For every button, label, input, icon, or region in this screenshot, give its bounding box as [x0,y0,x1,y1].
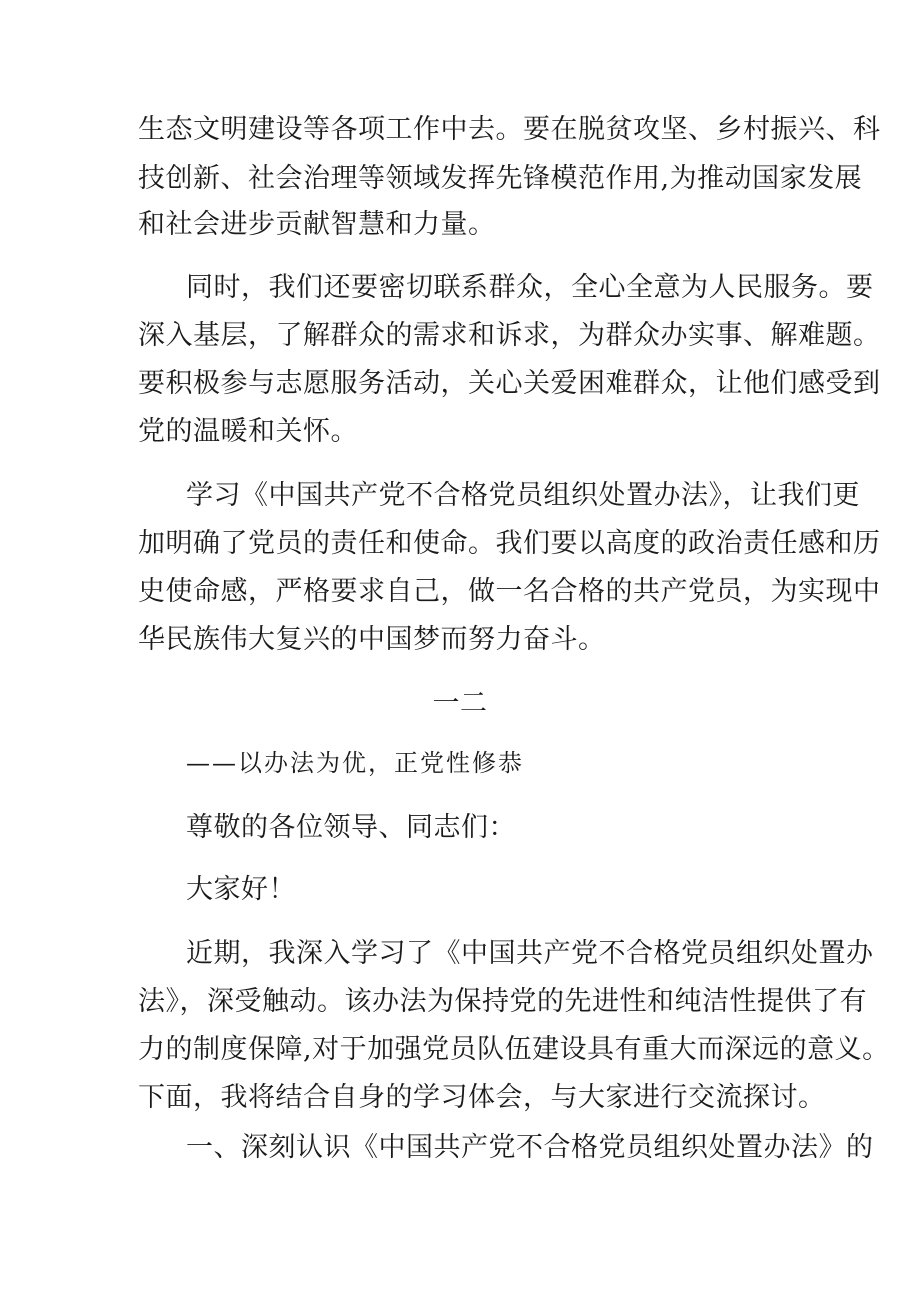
paragraph-2-line-4: 党的温暖和关怀。 [138,416,358,447]
greeting: 大家好！ [186,874,296,905]
paragraph-3-line-3: 史使命感，严格要求自己，做一名合格的共产党员，为实现中 [138,576,881,607]
paragraph-2-line-2: 深入基层，了解群众的需求和诉求，为群众办实事、解难题。 [138,320,881,351]
paragraph-4-line-4: 下面，我将结合自身的学习体会，与大家进行交流探讨。 [138,1082,826,1113]
paragraph-2-line-3: 要积极参与志愿服务活动，关心关爱困难群众，让他们感受到 [138,368,881,399]
salutation: 尊敬的各位领导、同志们： [186,812,516,843]
section-number: 一二 [432,688,488,719]
paragraph-4-line-1: 近期，我深入学习了《中国共产党不合格党员组织处置办 [186,938,874,969]
paragraph-4-line-3: 力的制度保障,对于加强党员队伍建设具有重大而深远的意义。 [138,1034,890,1065]
paragraph-3-line-4: 华民族伟大复兴的中国梦而努力奋斗。 [138,624,606,655]
paragraph-3-line-2: 加明确了党员的责任和使命。我们要以高度的政治责任感和历 [138,528,881,559]
section-heading-1: 一、深刻认识《中国共产党不合格党员组织处置办法》的 [186,1132,874,1163]
paragraph-2-line-1: 同时，我们还要密切联系群众，全心全意为人民服务。要 [186,272,874,303]
paragraph-1-line-1: 生态文明建设等各项工作中去。要在脱贫攻坚、乡村振兴、科 [138,114,881,145]
paragraph-1-line-3: 和社会进步贡献智慧和力量。 [138,209,496,240]
paragraph-3-line-1: 学习《中国共产党不合格党员组织处置办法》，让我们更 [186,480,860,511]
subtitle: ——以办法为优，正党性修恭 [186,749,524,777]
paragraph-1-line-2: 技创新、社会治理等领域发挥先锋模范作用,为推动国家发展 [138,163,863,194]
paragraph-4-line-2: 法》，深受触动。该办法为保持党的先进性和纯洁性提供了有 [138,986,867,1017]
